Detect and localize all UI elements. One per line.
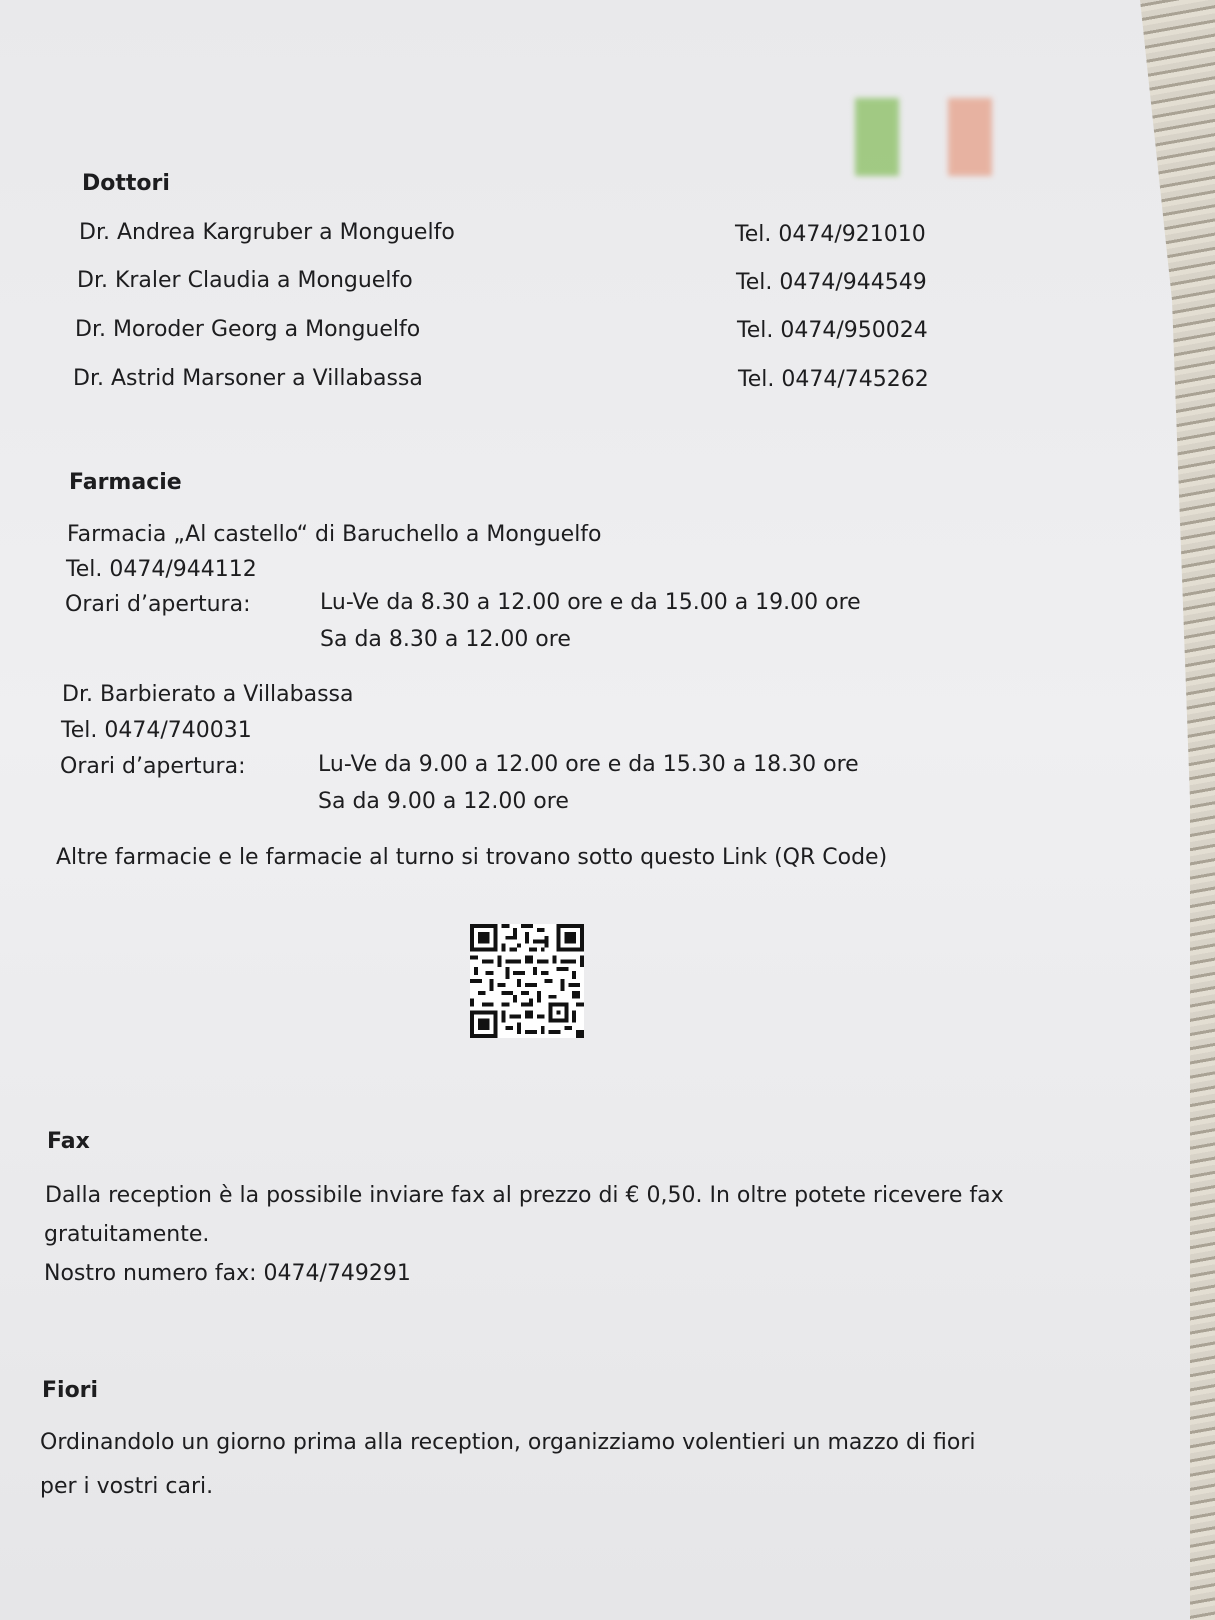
- pharmacy-hours-saturday: Sa da 8.30 a 12.00 ore: [320, 627, 571, 652]
- doctor-name: Dr. Kraler Claudia a Monguelfo: [77, 268, 413, 293]
- flag-green-stripe: [855, 98, 899, 176]
- pharmacy-tel: Tel. 0474/944112: [66, 557, 257, 582]
- doctor-name: Dr. Andrea Kargruber a Monguelfo: [79, 220, 455, 245]
- pharmacy-hours-label: Orari d’apertura:: [65, 592, 251, 617]
- doctor-tel: Tel. 0474/944549: [736, 270, 927, 295]
- pharmacy-hours-saturday: Sa da 9.00 a 12.00 ore: [318, 789, 569, 814]
- pharmacy-more-info: Altre farmacie e le farmacie al turno si trovano sotto questo Link (QR Code): [56, 845, 888, 870]
- fiori-text-line: Ordinandolo un giorno prima alla reception, organizziamo volentieri un mazzo di fiori: [40, 1430, 976, 1455]
- fax-heading: Fax: [47, 1129, 90, 1154]
- pharmacy-tel: Tel. 0474/740031: [61, 718, 252, 743]
- fiori-text-line: per i vostri cari.: [40, 1474, 214, 1499]
- pharmacy-name: Farmacia „Al castello“ di Baruchello a Monguelfo: [67, 522, 602, 547]
- farmacie-heading: Farmacie: [69, 470, 182, 495]
- qr-code[interactable]: [470, 924, 584, 1038]
- flag-red-stripe: [948, 98, 992, 176]
- doctor-name: Dr. Astrid Marsoner a Villabassa: [73, 366, 423, 391]
- pharmacy-hours-weekdays: Lu-Ve da 9.00 a 12.00 ore e da 15.30 a 18.30 ore: [318, 752, 859, 777]
- fax-text-line: gratuitamente.: [44, 1222, 210, 1247]
- fax-text-line: Dalla reception è la possibile inviare fax al prezzo di € 0,50. In oltre potete ricevere fax: [45, 1183, 1004, 1208]
- pharmacy-hours-label: Orari d’apertura:: [60, 754, 246, 779]
- dottori-heading: Dottori: [82, 171, 170, 196]
- pharmacy-hours-weekdays: Lu-Ve da 8.30 a 12.00 ore e da 15.00 a 19.00 ore: [320, 590, 861, 615]
- doctor-tel: Tel. 0474/950024: [737, 318, 928, 343]
- fax-number: Nostro numero fax: 0474/749291: [44, 1261, 411, 1286]
- doctor-name: Dr. Moroder Georg a Monguelfo: [75, 317, 421, 342]
- pharmacy-name: Dr. Barbierato a Villabassa: [62, 682, 354, 707]
- doctor-tel: Tel. 0474/745262: [738, 367, 929, 392]
- fiori-heading: Fiori: [42, 1378, 99, 1403]
- doctor-tel: Tel. 0474/921010: [735, 222, 926, 247]
